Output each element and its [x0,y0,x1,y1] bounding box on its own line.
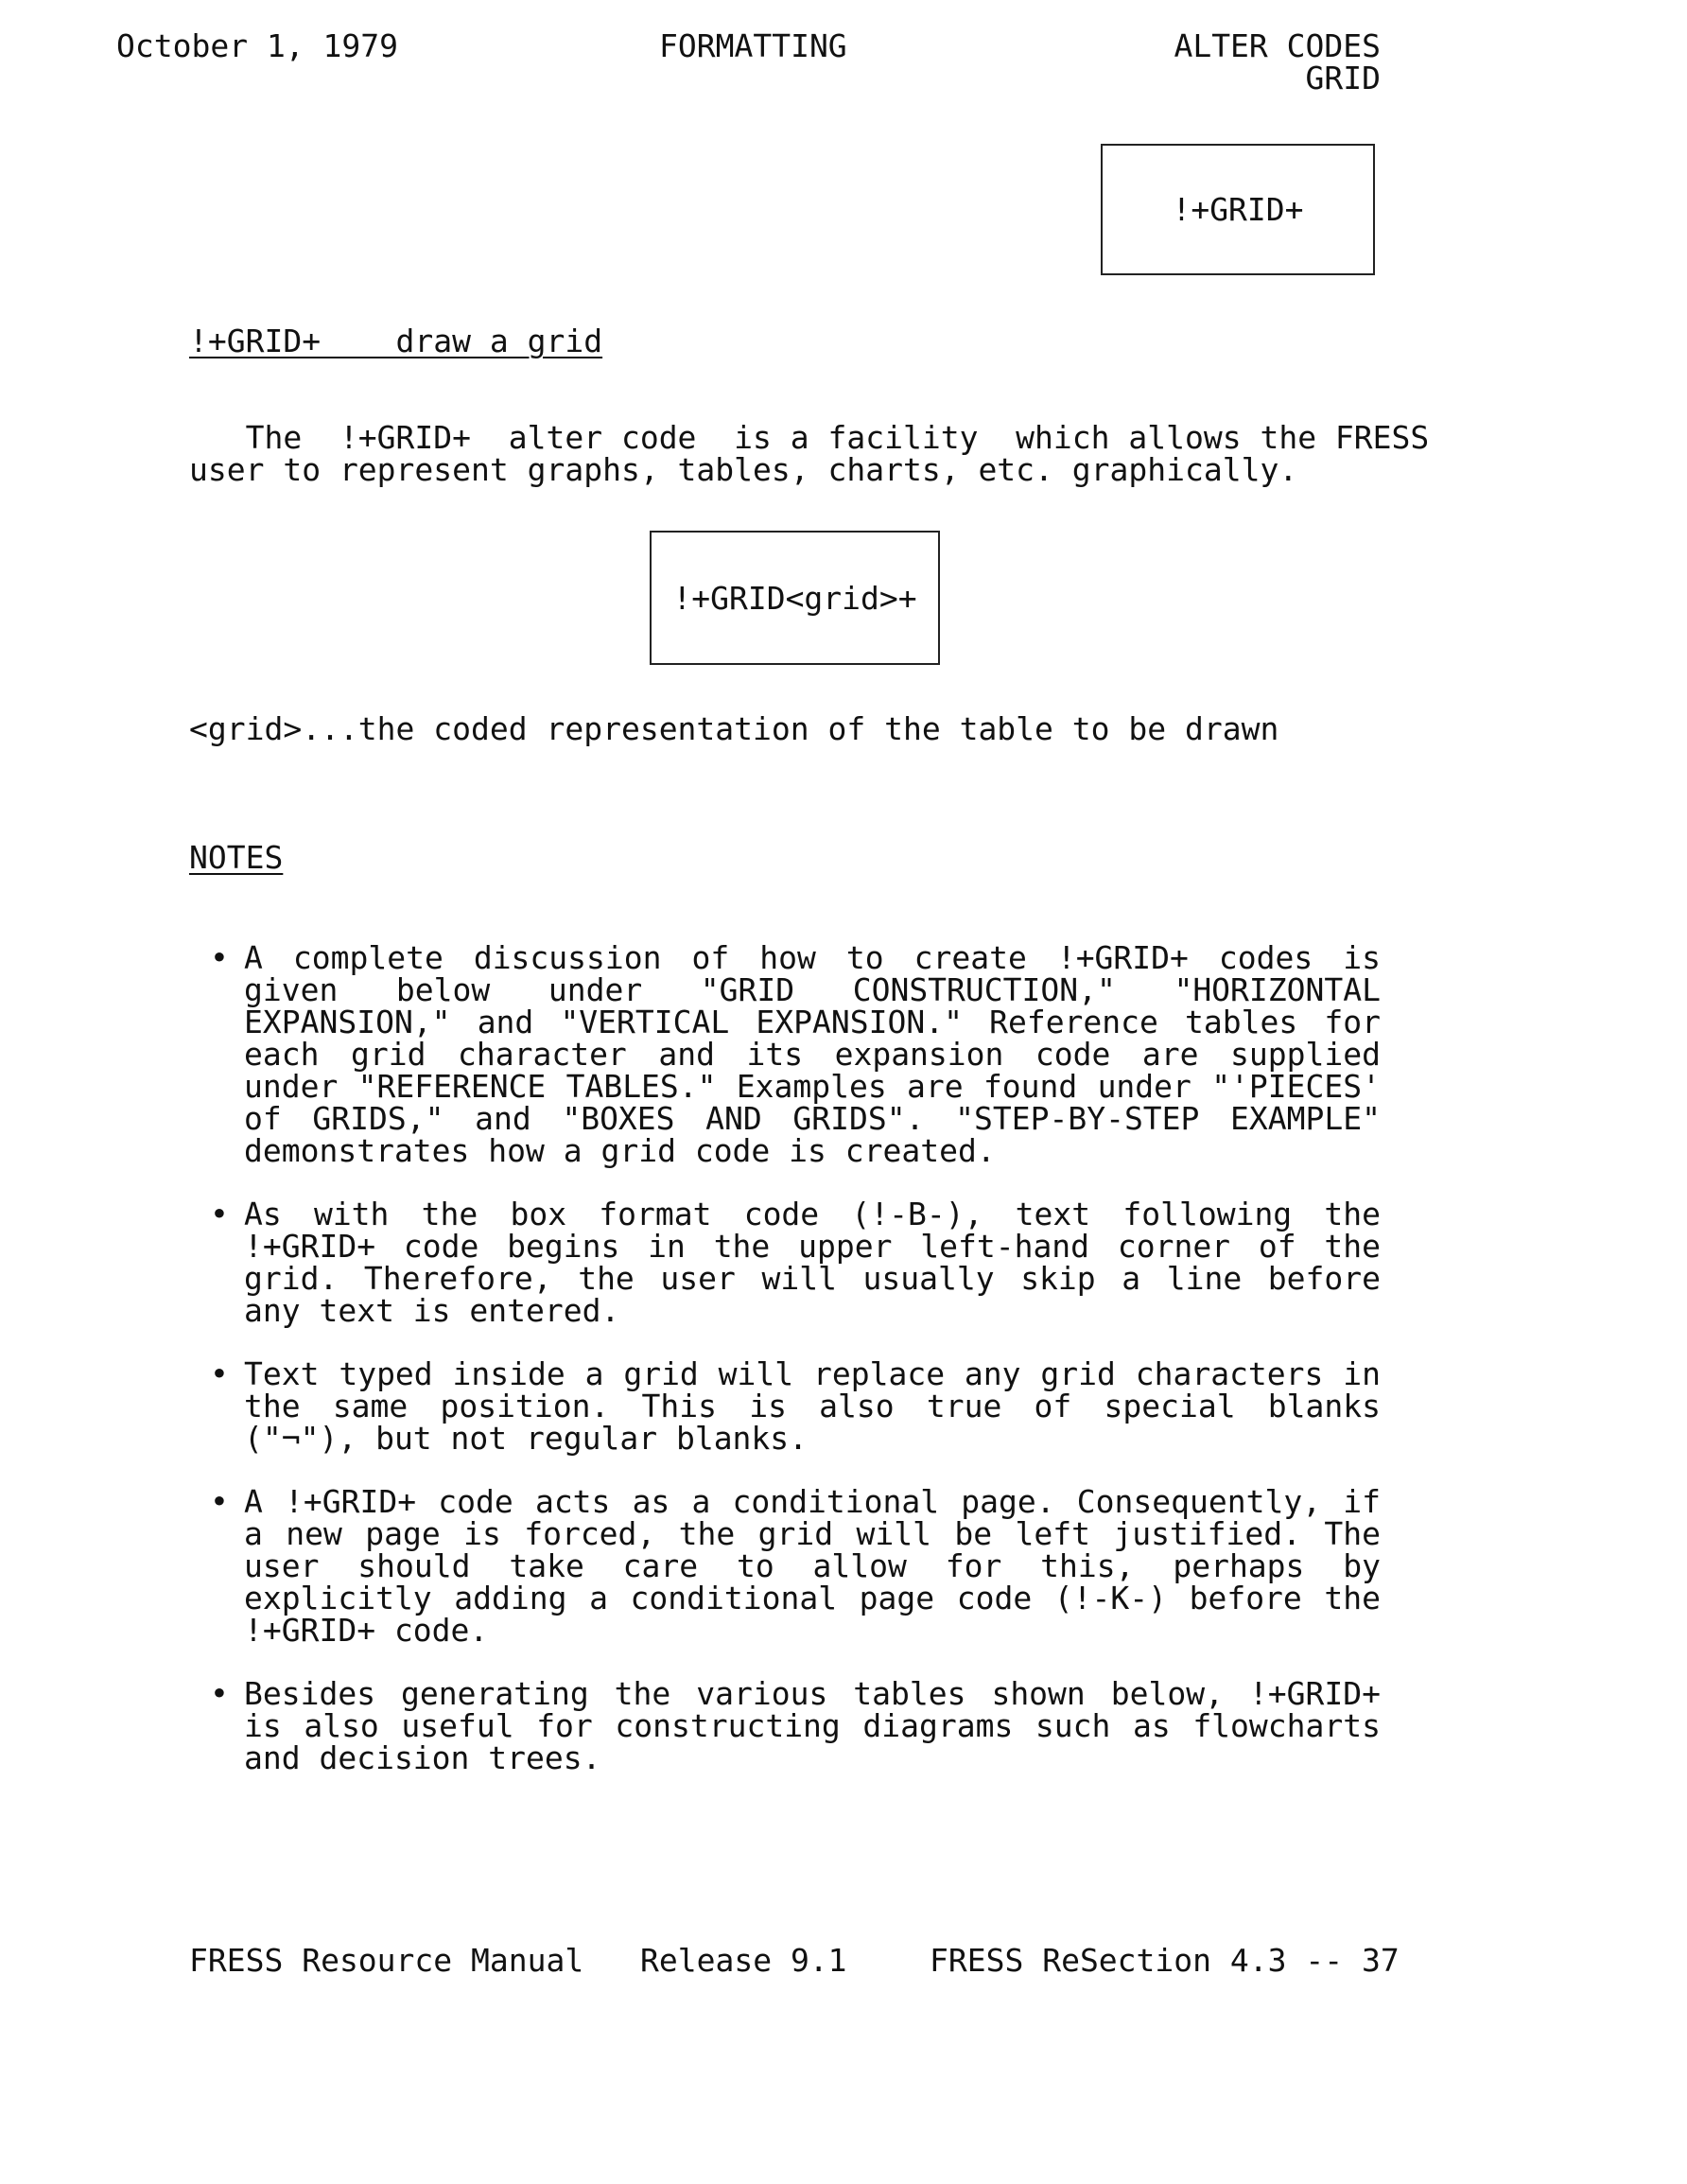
note-text: A complete discussion of how to create !+GRID+ codes is given below under "GRID CONSTRUCTION," "HORIZONTAL EXPANSION," and "VERTICAL EXPANSION." Reference tables for each grid character and its expansion code are supplied under "REFERENCE TABLES." Examples are found under "'PIECES' of GRIDS," and "BOXES AND GRIDS". "STEP-BY-STEP EXAMPLE" demonstrates how a grid code is created. [244,939,1381,1169]
code-title-label: !+GRID+ [1172,191,1304,228]
bullet-icon: • [210,939,229,976]
note-item [189,1675,1381,1776]
notes-heading: NOTES [189,839,284,876]
footer-release: Release 9.1 [640,1942,847,1979]
header-category: ALTER CODES [1174,27,1381,64]
bullet-icon: • [210,1483,229,1520]
note-item [189,939,1381,1169]
bullet-icon: • [210,1675,229,1712]
note-text: Besides generating the various tables shown below, !+GRID+ is also useful for constructing diagrams such as flowcharts and decision trees. [244,1675,1381,1776]
header-date: October 1, 1979 [116,27,399,64]
note-text: Text typed inside a grid will replace any grid characters in the same position. This is also true of special blanks ("¬"), but not regular blanks. [244,1355,1381,1457]
header-section: FORMATTING [659,27,847,64]
bullet-icon: • [210,1196,229,1232]
code-title-box [1101,144,1375,275]
header-topic: GRID [1305,60,1381,96]
code-heading: !+GRID+ draw a grid [189,323,603,359]
syntax-box [650,531,940,665]
bullet-icon: • [210,1355,229,1392]
note-item [189,1198,1381,1327]
syntax-label: !+GRID<grid>+ [672,579,917,617]
note-text: A !+GRID+ code acts as a conditional page. Consequently, if a new page is forced, the grid will be left justified. The user should take care to allow for this, perhaps by explicitly adding a conditional page code (!-K-) before the !+GRID+ code. [244,1483,1381,1649]
note-item [189,1483,1381,1649]
intro-line-1: The !+GRID+ alter code is a facility which allows the FRESS [189,419,1430,456]
notes-list [189,939,1381,1806]
page-footer [189,1942,1400,2073]
grid-definition: <grid>...the coded representation of the table to be drawn [189,710,1279,747]
footer-section: FRESS ReSection 4.3 -- 37 [930,1942,1400,1979]
intro-line-2: user to represent graphs, tables, charts, etc. graphically. [189,451,1298,488]
note-item [189,1355,1381,1457]
note-text: As with the box format code (!-B-), text following the !+GRID+ code begins in the upper left-hand corner of the grid. Therefore, the user will usually skip a line before any text is entered. [244,1196,1381,1329]
footer-manual: FRESS Resource Manual [189,1942,584,1979]
